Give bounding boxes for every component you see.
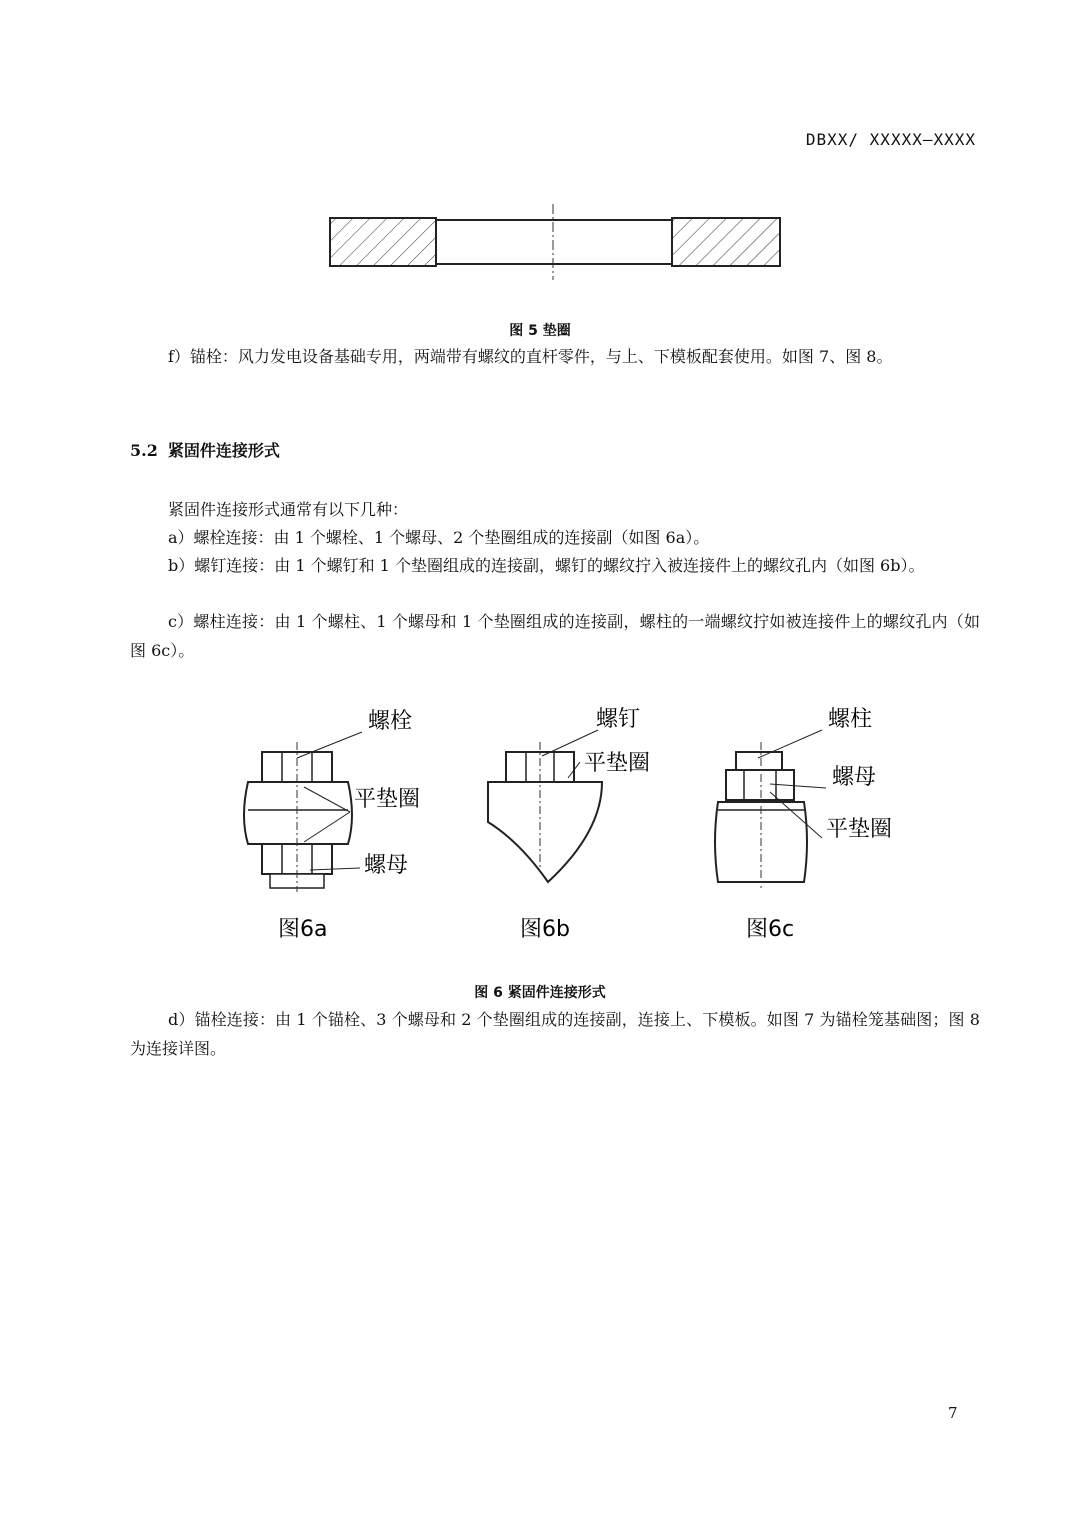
- figure-6-caption: 图 6 紧固件连接形式: [474, 985, 606, 1001]
- section-heading: [130, 438, 280, 461]
- paragraph-intro: 紧固件连接形式通常有以下几种：: [168, 500, 409, 519]
- washer-drawing: [322, 198, 792, 280]
- figure-6a-label: 图6a: [278, 917, 328, 942]
- paragraph-a: a）螺栓连接：由 1 个螺栓、1 个螺母、2 个垫圈组成的连接副（如图 6a）。: [168, 528, 710, 547]
- washer-label-c: 平垫圈: [826, 817, 893, 842]
- paragraph-d: d）锚栓连接：由 1 个锚栓、3 个螺母和 2 个垫圈组成的连接副，连接上、下模板。如图 7 为锚栓笼基础图；图 8 为连接详图。: [130, 1010, 980, 1058]
- paragraph-b: b）螺钉连接：由 1 个螺钉和 1 个垫圈组成的连接副，螺钉的螺纹拧入被连接件上的螺纹孔内（如图 6b）。: [168, 556, 925, 575]
- figure-5-caption: 图 5 垫圈: [509, 323, 571, 339]
- nut-label-c: 螺母: [832, 765, 877, 790]
- washer-label-a: 平垫圈: [354, 787, 421, 812]
- section-title: 紧固件连接形式: [167, 441, 280, 460]
- bolt-label: 螺栓: [368, 709, 413, 734]
- stud-label: 螺柱: [828, 707, 873, 732]
- nut-label-a: 螺母: [364, 853, 409, 878]
- figure-6a-bolt: [244, 709, 420, 942]
- paragraph-f: f）锚栓：风力发电设备基础专用，两端带有螺纹的直杆零件，与上、下模板配套使用。如图 7、图 8。: [168, 347, 893, 366]
- screw-label: 螺钉: [596, 707, 641, 732]
- washer-label-b: 平垫圈: [584, 751, 651, 776]
- figure-6c-stud: [715, 707, 892, 942]
- paragraph-c: c）螺柱连接：由 1 个螺柱、1 个螺母和 1 个垫圈组成的连接副，螺柱的一端螺纹拧如被连接件上的螺纹孔内（如图 6c）。: [130, 612, 980, 660]
- page-number: 7: [948, 1404, 958, 1422]
- fastener-connection-drawing: [230, 692, 910, 952]
- standard-code: DBXX/ XXXXX—XXXX: [805, 130, 976, 149]
- figure-6c-label: 图6c: [746, 917, 795, 942]
- figure-6b-label: 图6b: [520, 917, 570, 942]
- section-number: 5.2: [130, 441, 158, 460]
- figure-6b-screw: [488, 707, 650, 942]
